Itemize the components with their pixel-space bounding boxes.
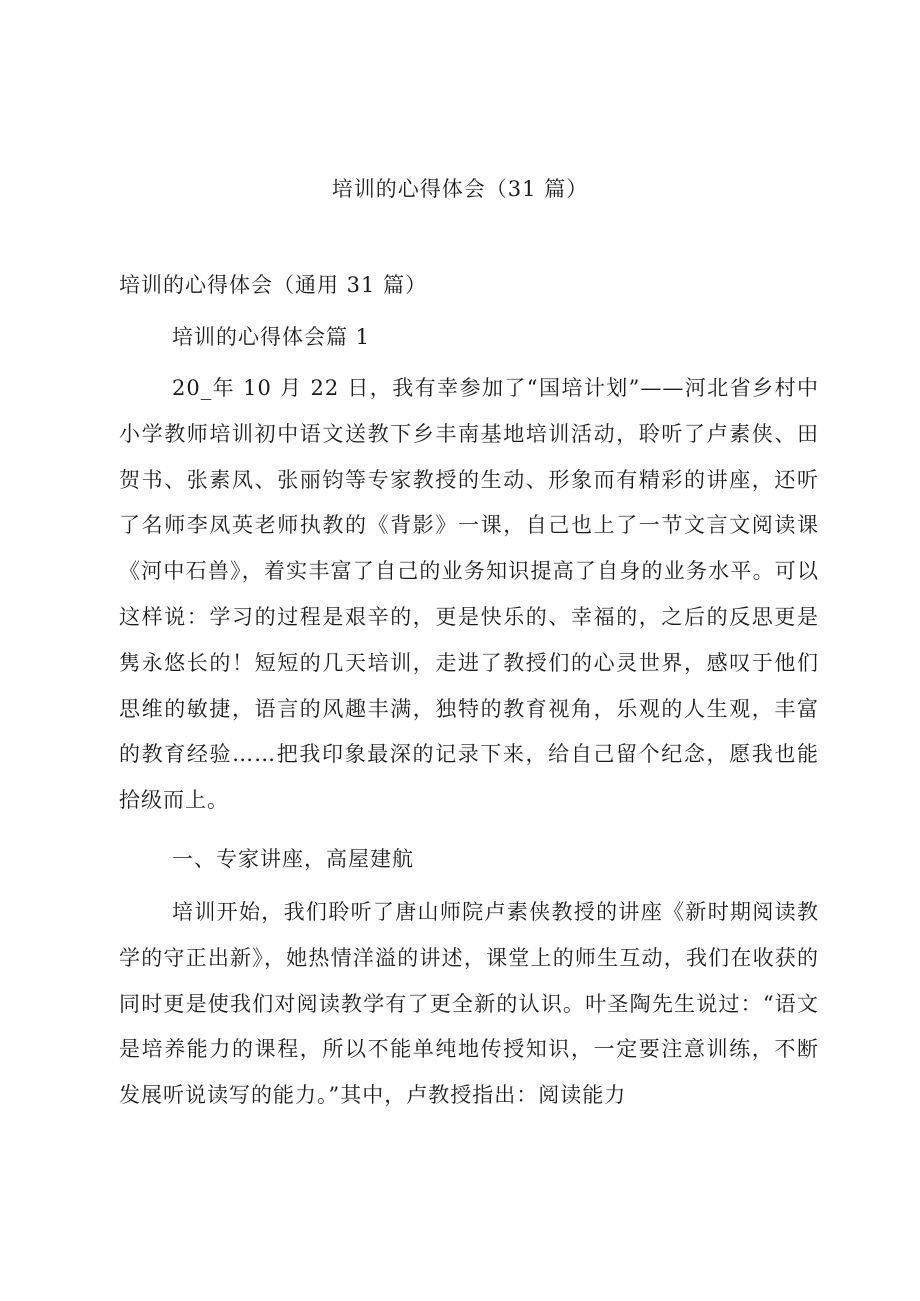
body-paragraph-2: 培训开始，我们聆听了唐山师院卢素侠教授的讲座《新时期阅读教学的守正出新》，她热情洋溢的讲述，课堂上的师生互动，我们在收获的同时更是使我们对阅读教学有了更全新的认识。叶圣陶先生说过：“语文是培养能力的课程，所以不能单纯地传授知识，一定要注意训练，不断发展听说读写的能力。”其中，卢教授指出：阅读能力 xyxy=(119,900,819,1108)
document-title: 培训的心得体会（31 篇） xyxy=(331,177,589,201)
section-heading-1: 培训的心得体会篇 1 xyxy=(172,325,371,349)
section-heading-2: 一、专家讲座，高屋建航 xyxy=(172,847,414,871)
document-subtitle: 培训的心得体会（通用 31 篇） xyxy=(119,273,428,297)
body-paragraph-1: 20_年 10 月 22 日，我有幸参加了“国培计划”——河北省乡村中小学教师培训初中语文送教下乡丰南基地培训活动，聆听了卢素侠、田贺书、张素凤、张丽钧等专家教授的生动、形象而有精彩的讲座，还听了名师李凤英老师执教的《背影》一课，自己也上了一节文言文阅读课《河中石兽》，着实丰富了自己的业务知识提高了自身的业务水平。可以这样说：学习的过程是艰辛的，更是快乐的、幸福的，之后的反思更是隽永悠长的！短短的几天培训，走进了教授们的心灵世界，感叹于他们思维的敏捷，语言的风趣丰满，独特的教育视角，乐观的人生观，丰富的教育经验……把我印象最深的记录下来，给自己留个纪念，愿我也能拾级而上。 xyxy=(119,376,819,813)
